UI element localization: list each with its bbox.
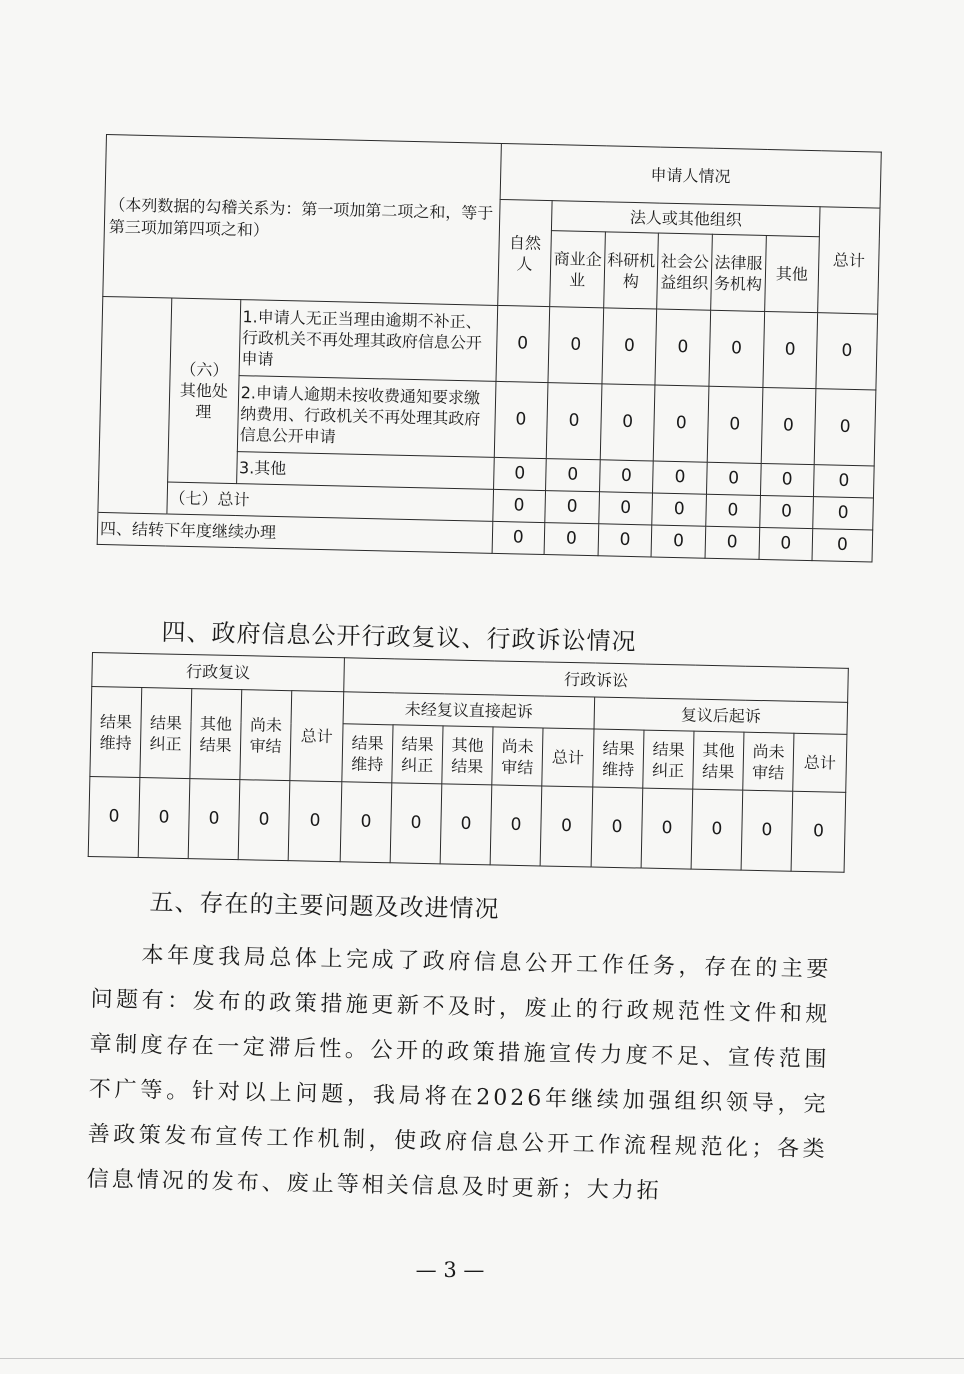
table-cell: 0 — [238, 780, 290, 861]
table-cell: 0 — [691, 789, 743, 870]
table-cell: 0 — [759, 527, 813, 560]
table-cell: 0 — [655, 309, 710, 386]
after-total-header: 总计 — [793, 733, 847, 792]
table-cell: 0 — [599, 492, 653, 525]
body-paragraph: 本年度我局总体上完成了政府信息公开工作任务，存在的主要问题有：发布的政策措施更新不及时，废止的行政规范性文件和规章制度存在一定滞后性。公开的政策措施宣传力度不足、宣传范围不广等。针对以上问题，我局将在2026年继续加强组织领导，完善政策发布宣传工作机制，使政府信息公开工作流程规范化；各类信息情况的发布、废止等相关信息及时更新；大力拓 — [86, 943, 832, 1204]
table-cell: 0 — [599, 460, 653, 493]
admin-litigation-header: 行政诉讼 — [344, 658, 849, 703]
table-cell: 0 — [340, 782, 392, 863]
application-handling-table — [97, 134, 882, 562]
direct-maintain-header: 结果维持 — [342, 724, 393, 783]
legal-org-header: 法人或其他组织 — [552, 201, 821, 237]
table-cell: 0 — [762, 311, 817, 388]
review-correct-header: 结果纠正 — [140, 688, 192, 779]
table-cell: 0 — [540, 786, 593, 867]
table-cell: 0 — [492, 489, 545, 522]
row3-label: 3.其他 — [236, 452, 494, 490]
table-cell: 0 — [814, 389, 876, 466]
table-cell: 0 — [440, 784, 492, 865]
page-number: — 3 — — [415, 1258, 485, 1282]
review-pending-header: 尚未审结 — [240, 690, 292, 781]
table-cell: 0 — [791, 791, 846, 872]
table-cell: 0 — [546, 383, 601, 460]
review-maintain-header: 结果维持 — [90, 687, 142, 778]
table-cell: 0 — [816, 313, 878, 390]
after-maintain-header: 结果维持 — [593, 729, 644, 788]
table-cell: 0 — [88, 776, 140, 857]
table-cell: 0 — [493, 457, 546, 490]
after-correct-header: 结果纠正 — [643, 730, 694, 789]
direct-other-header: 其他结果 — [442, 726, 493, 785]
table-cell: 0 — [654, 385, 709, 462]
table-cell: 0 — [138, 778, 190, 859]
table-cell: 0 — [653, 461, 707, 494]
table-cell: 0 — [709, 310, 764, 387]
table-cell: 0 — [741, 790, 793, 871]
direct-correct-header: 结果纠正 — [392, 725, 443, 784]
section-four-heading: 四、政府信息公开行政复议、行政诉讼情况 — [161, 617, 637, 656]
review-total-header: 总计 — [290, 691, 344, 782]
section-five-heading: 五、存在的主要问题及改进情况 — [149, 887, 500, 924]
total-row-label: （七）总计 — [167, 482, 493, 521]
table-cell: 0 — [706, 494, 760, 527]
table-cell: 0 — [814, 465, 875, 498]
table-cell: 0 — [707, 386, 762, 463]
direct-total-header: 总计 — [542, 728, 594, 787]
table-cell: 0 — [492, 521, 545, 554]
table-cell: 0 — [188, 779, 240, 860]
natural-person-header: 自然人 — [497, 199, 552, 306]
other-org-header: 其他 — [764, 235, 819, 312]
scan-edge-line — [0, 1358, 964, 1359]
table-cell: 0 — [602, 308, 657, 385]
table-cell: 0 — [544, 523, 598, 556]
table-cell: 0 — [591, 787, 643, 868]
after-other-header: 其他结果 — [693, 731, 744, 790]
table-cell: 0 — [490, 785, 542, 866]
table-cell: 0 — [598, 524, 652, 557]
table-cell: 0 — [390, 783, 442, 864]
legal-service-header: 法律服务机构 — [711, 234, 766, 311]
section-six-label: （六）其他处理 — [167, 298, 240, 484]
table-cell: 0 — [759, 495, 813, 528]
table-cell: 0 — [812, 529, 873, 562]
direct-pending-header: 尚未审结 — [492, 727, 543, 786]
table-cell: 0 — [600, 384, 655, 461]
table-cell: 0 — [548, 307, 603, 384]
research-header: 科研机构 — [603, 232, 658, 309]
table-cell: 0 — [813, 497, 874, 530]
after-review-suit-header: 复议后起诉 — [594, 697, 848, 734]
table-cell: 0 — [545, 491, 599, 524]
table-cell: 0 — [494, 381, 548, 458]
business-header: 商业企业 — [550, 231, 605, 308]
table-cell: 0 — [651, 525, 705, 558]
row2-label: 2.申请人逾期未按收费通知要求缴纳费用、行政机关不再处理其政府信息公开申请 — [237, 376, 496, 458]
review-other-header: 其他结果 — [190, 689, 242, 780]
review-litigation-table — [88, 652, 849, 873]
table-cell: 0 — [496, 305, 550, 382]
total-header: 总计 — [818, 207, 880, 314]
table-cell: 0 — [652, 493, 706, 526]
row1-label: 1.申请人无正当理由逾期不补正、行政机关不再处理其政府信息公开申请 — [239, 300, 498, 382]
table-cell: 0 — [288, 781, 342, 862]
table-cell: 0 — [761, 387, 816, 464]
table-cell: 0 — [760, 463, 814, 496]
table-cell: 0 — [705, 526, 759, 559]
social-org-header: 社会公益组织 — [657, 233, 712, 310]
carry-over-row-label: 四、结转下年度继续办理 — [97, 512, 492, 553]
direct-suit-header: 未经复议直接起诉 — [343, 692, 595, 729]
applicant-header: 申请人情况 — [500, 143, 882, 208]
table-cell: 0 — [706, 462, 760, 495]
table-cell: 0 — [641, 788, 693, 869]
table-cell: 0 — [546, 459, 600, 492]
after-pending-header: 尚未审结 — [743, 732, 794, 791]
admin-review-header: 行政复议 — [92, 653, 345, 692]
reconciliation-note: （本列数据的勾稽关系为：第一项加第二项之和，等于第三项加第四项之和） — [103, 135, 501, 306]
